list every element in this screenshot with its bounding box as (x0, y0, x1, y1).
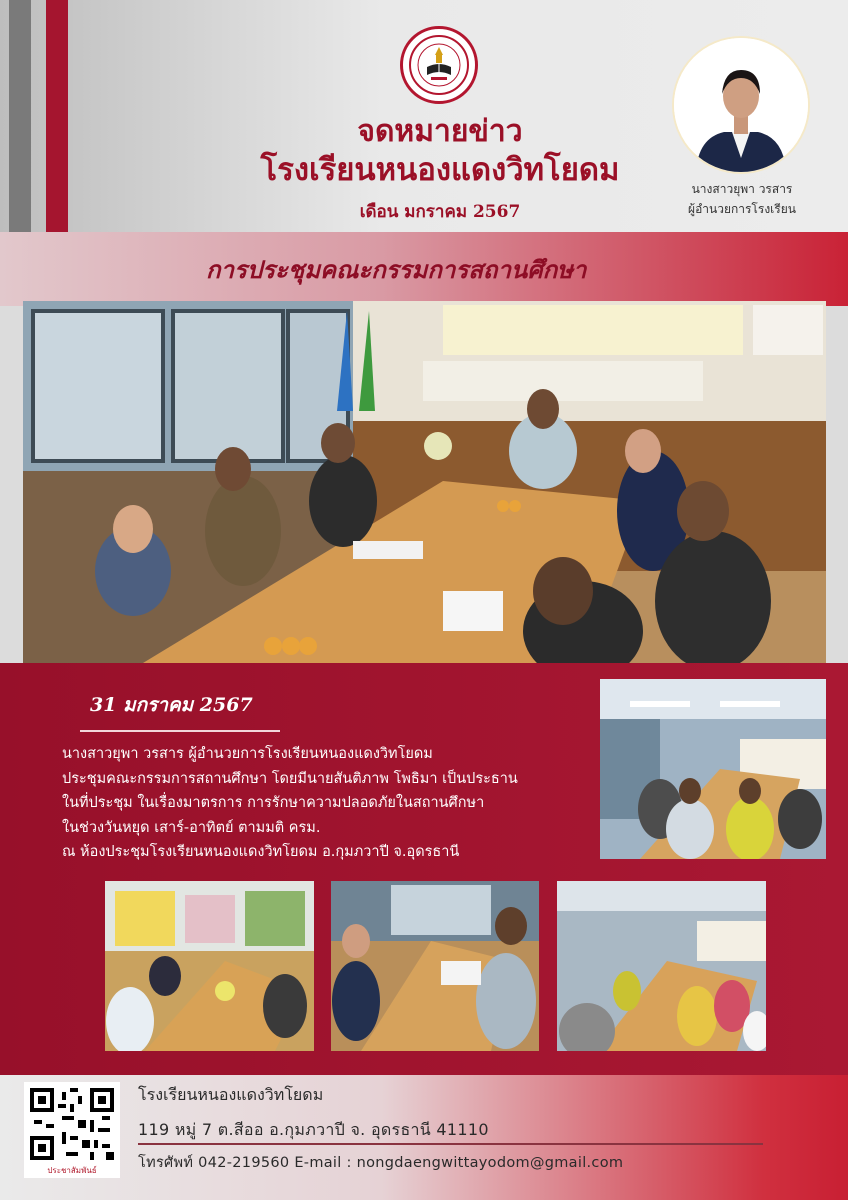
issue-month: เดือน มกราคม 2567 (359, 202, 521, 222)
meeting-photo-3 (557, 881, 766, 1051)
footer-school-name: โรงเรียนหนองแดงวิทโยดม (138, 1085, 324, 1104)
article-line: ในช่วงวันหยุด เสาร์-อาทิตย์ ตามมติ ครม. (62, 819, 321, 836)
director-title: ผู้อำนวยการโรงเรียน (688, 202, 796, 216)
director-name: นางสาวยุพา วรสาร (691, 182, 793, 196)
footer-contact: โทรศัพท์ 042-219560 E-mail : nongdaengwittayodom@gmail.com (138, 1155, 624, 1171)
article-date: 31 มกราคม 2567 (90, 694, 253, 716)
decor-bar-gray (9, 0, 31, 232)
article-line: ประชุมคณะกรรมการสถานศึกษา โดยมีนายสันติภาพ โพธิมา เป็นประธาน (62, 770, 518, 787)
school-name-title: โรงเรียนหนองแดงวิทโยดม (260, 152, 620, 188)
meeting-photo-2 (331, 881, 539, 1051)
article-line: ในที่ประชุม ในเรื่องมาตรการ การรักษาความปลอดภัยในสถานศึกษา (62, 795, 485, 811)
article-line: นางสาวยุพา วรสาร ผู้อำนวยการโรงเรียนหนองแดงวิทโยดม (62, 746, 433, 762)
director-portrait (674, 38, 808, 172)
article-headline: การประชุมคณะกรรมการสถานศึกษา (206, 255, 587, 284)
main-meeting-photo (23, 301, 826, 663)
school-seal-icon (407, 33, 471, 97)
qr-label: ประชาสัมพันธ์ (47, 1166, 97, 1175)
newsletter-title: จดหมายข่าว (357, 114, 523, 149)
meeting-photo-1 (105, 881, 314, 1051)
meeting-photo-side (600, 679, 826, 859)
article-body (62, 742, 592, 865)
footer-divider (138, 1143, 763, 1145)
footer-address: 119 หมู่ 7 ต.สีออ อ.กุมภวาปี จ. อุดรธานี 41110 (138, 1120, 489, 1139)
school-logo (400, 26, 478, 104)
date-underline (80, 730, 280, 732)
article-line: ณ ห้องประชุมโรงเรียนหนองแดงวิทโยดม อ.กุมภวาปี จ.อุดรธานี (62, 844, 460, 860)
decor-bar-red (46, 0, 68, 232)
